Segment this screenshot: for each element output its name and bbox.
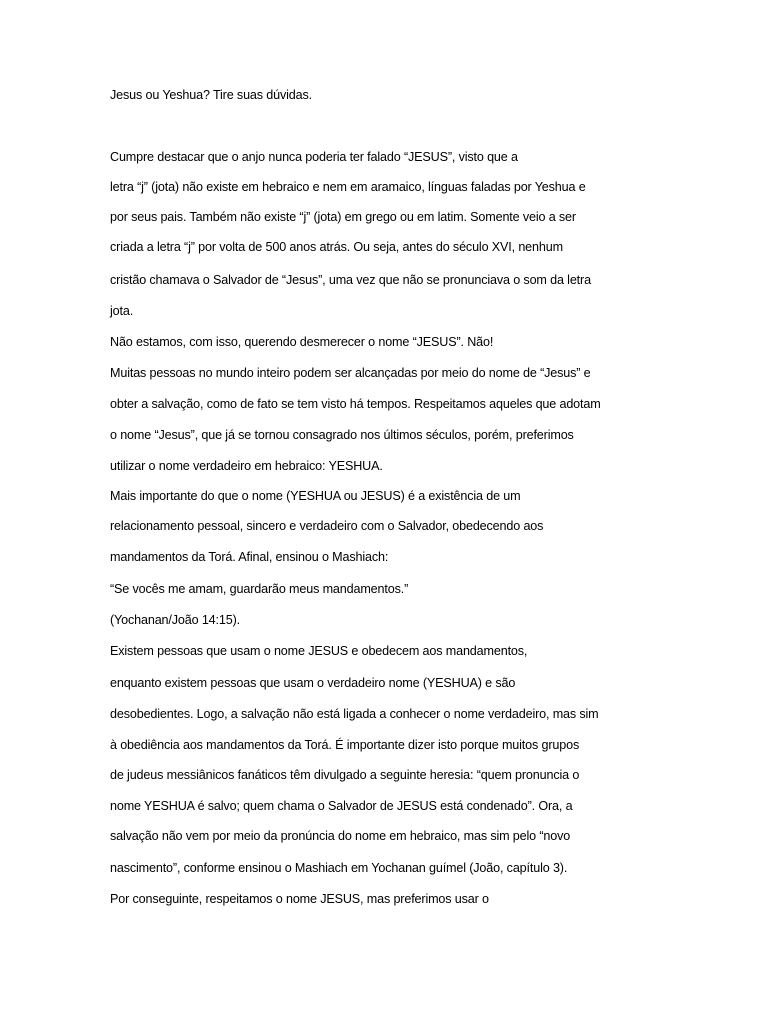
text-line-13: relacionamento pessoal, sincero e verdadeiro com o Salvador, obedecendo aos [110,519,544,533]
text-line-7: Não estamos, com isso, querendo desmerecer o nome “JESUS”. Não! [110,335,494,349]
text-line-24: nascimento”, conforme ensinou o Mashiach em Yochanan guímel (João, capítulo 3). [110,861,568,875]
text-line-23: salvação não vem por meio da pronúncia do nome em hebraico, mas sim pelo “novo [110,829,571,843]
text-line-4: criada a letra “j” por volta de 500 anos atrás. Ou seja, antes do século XVI, nenhum [110,240,563,254]
text-line-12: Mais importante do que o nome (YESHUA ou JESUS) é a existência de um [110,489,521,503]
text-line-10: o nome “Jesus”, que já se tornou consagrado nos últimos séculos, porém, preferimos [110,428,574,442]
text-line-19: desobedientes. Logo, a salvação não está ligada a conhecer o nome verdadeiro, mas sim [110,707,599,721]
text-line-25: Por conseguinte, respeitamos o nome JESUS, mas preferimos usar o [110,892,489,906]
text-line-9: obter a salvação, como de fato se tem visto há tempos. Respeitamos aqueles que adotam [110,397,601,411]
text-line-17: Existem pessoas que usam o nome JESUS e obedecem aos mandamentos, [110,644,528,658]
text-line-3: por seus pais. Também não existe “j” (jota) em grego ou em latim. Somente veio a ser [110,210,576,224]
text-line-6: jota. [110,304,134,318]
text-line-8: Muitas pessoas no mundo inteiro podem ser alcançadas por meio do nome de “Jesus” e [110,366,591,380]
text-line-5: cristão chamava o Salvador de “Jesus”, uma vez que não se pronunciava o som da letra [110,273,591,287]
text-line-1: Cumpre destacar que o anjo nunca poderia ter falado “JESUS”, visto que a [110,150,518,164]
text-line-2: letra “j” (jota) não existe em hebraico e nem em aramaico, línguas faladas por Yeshua e [110,180,586,194]
text-line-20: à obediência aos mandamentos da Torá. É importante dizer isto porque muitos grupos [110,738,580,752]
text-line-15: “Se vocês me amam, guardarão meus mandamentos.” [110,582,409,596]
text-line-18: enquanto existem pessoas que usam o verdadeiro nome (YESHUA) e são [110,676,516,690]
text-line-11: utilizar o nome verdadeiro em hebraico: YESHUA. [110,459,383,473]
text-line-22: nome YESHUA é salvo; quem chama o Salvador de JESUS está condenado”. Ora, a [110,799,573,813]
text-line-21: de judeus messiânicos fanáticos têm divulgado a seguinte heresia: “quem pronuncia o [110,768,580,782]
text-line-14: mandamentos da Torá. Afinal, ensinou o Mashiach: [110,550,389,564]
document-title: Jesus ou Yeshua? Tire suas dúvidas. [110,88,312,102]
text-line-16: (Yochanan/João 14:15). [110,613,240,627]
